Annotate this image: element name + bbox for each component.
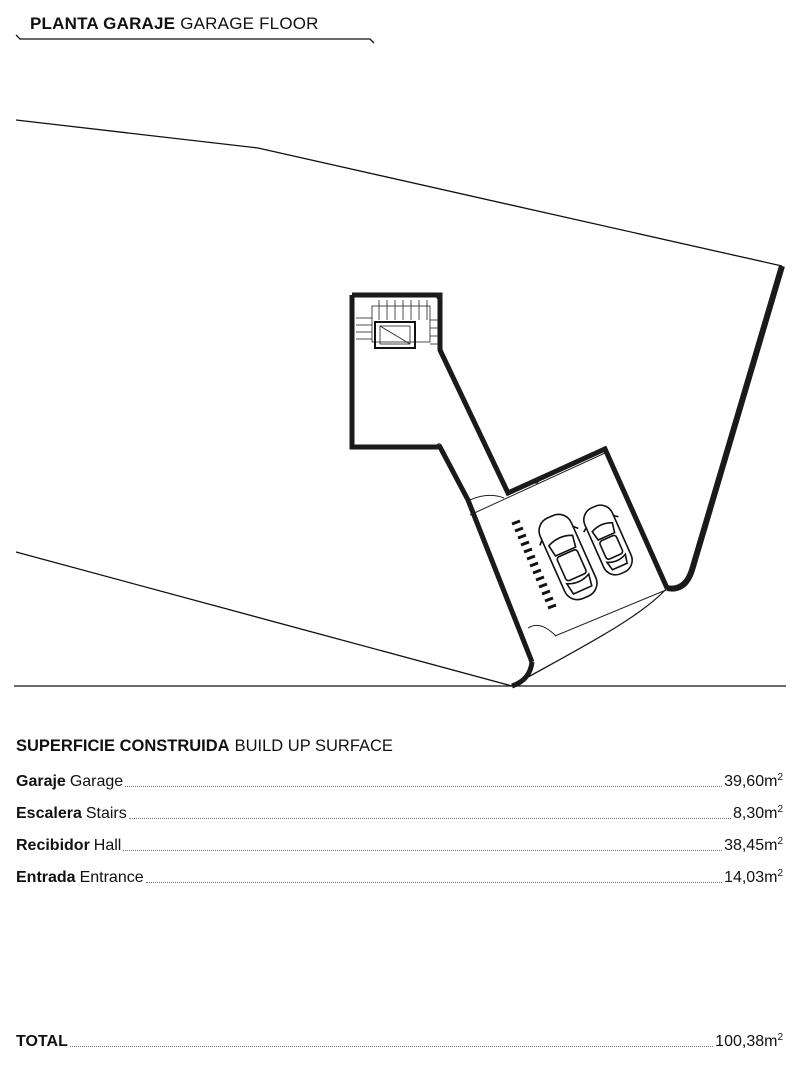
surface-title-bold: SUPERFICIE CONSTRUIDA [16, 737, 230, 755]
row-name-bold: Garaje [16, 773, 66, 790]
row-value: 38,45m [724, 837, 778, 854]
row-value: 39,60m [724, 773, 778, 790]
total-value: 100,38m [715, 1033, 778, 1050]
surface-row-hall [16, 833, 783, 855]
plan-title-bold: PLANTA GARAJE [30, 14, 176, 33]
surface-row-entrance [16, 865, 783, 887]
dot-leader [70, 1045, 713, 1047]
unit-superscript: 2 [777, 836, 783, 847]
surface-title-light: BUILD UP SURFACE [234, 737, 393, 755]
car-icon [531, 508, 605, 605]
garage-interior [437, 295, 666, 636]
row-value: 14,03m [724, 869, 778, 886]
plot-boundary [14, 120, 786, 686]
row-name-bold: Entrada [16, 869, 76, 886]
row-value: 8,30m [732, 805, 778, 822]
surface-row-garage [16, 769, 783, 791]
row-name-bold: Recibidor [16, 837, 90, 854]
surface-row-stairs [16, 801, 783, 823]
total-label: TOTAL [16, 1033, 68, 1050]
surface-title [16, 737, 393, 756]
row-name-light: Stairs [85, 805, 127, 822]
row-name-light: Hall [93, 837, 122, 854]
dot-leader [125, 785, 722, 787]
unit-superscript: 2 [777, 772, 783, 783]
unit-superscript: 2 [777, 804, 783, 815]
staircase [356, 300, 438, 348]
row-name-bold: Escalera [16, 805, 82, 822]
row-name-light: Entrance [79, 869, 144, 886]
row-name-light: Garage [69, 773, 124, 790]
parking-hatch [512, 521, 556, 608]
curved-retaining-wall [512, 266, 782, 686]
building-walls [352, 295, 667, 662]
surface-total-row [16, 1029, 783, 1051]
dot-leader [146, 881, 722, 883]
unit-superscript: 2 [777, 1032, 783, 1043]
plan-title-light: GARAGE FLOOR [180, 14, 319, 33]
title-underline [16, 35, 374, 43]
dot-leader [123, 849, 722, 851]
unit-superscript: 2 [777, 868, 783, 879]
dot-leader [129, 817, 731, 819]
